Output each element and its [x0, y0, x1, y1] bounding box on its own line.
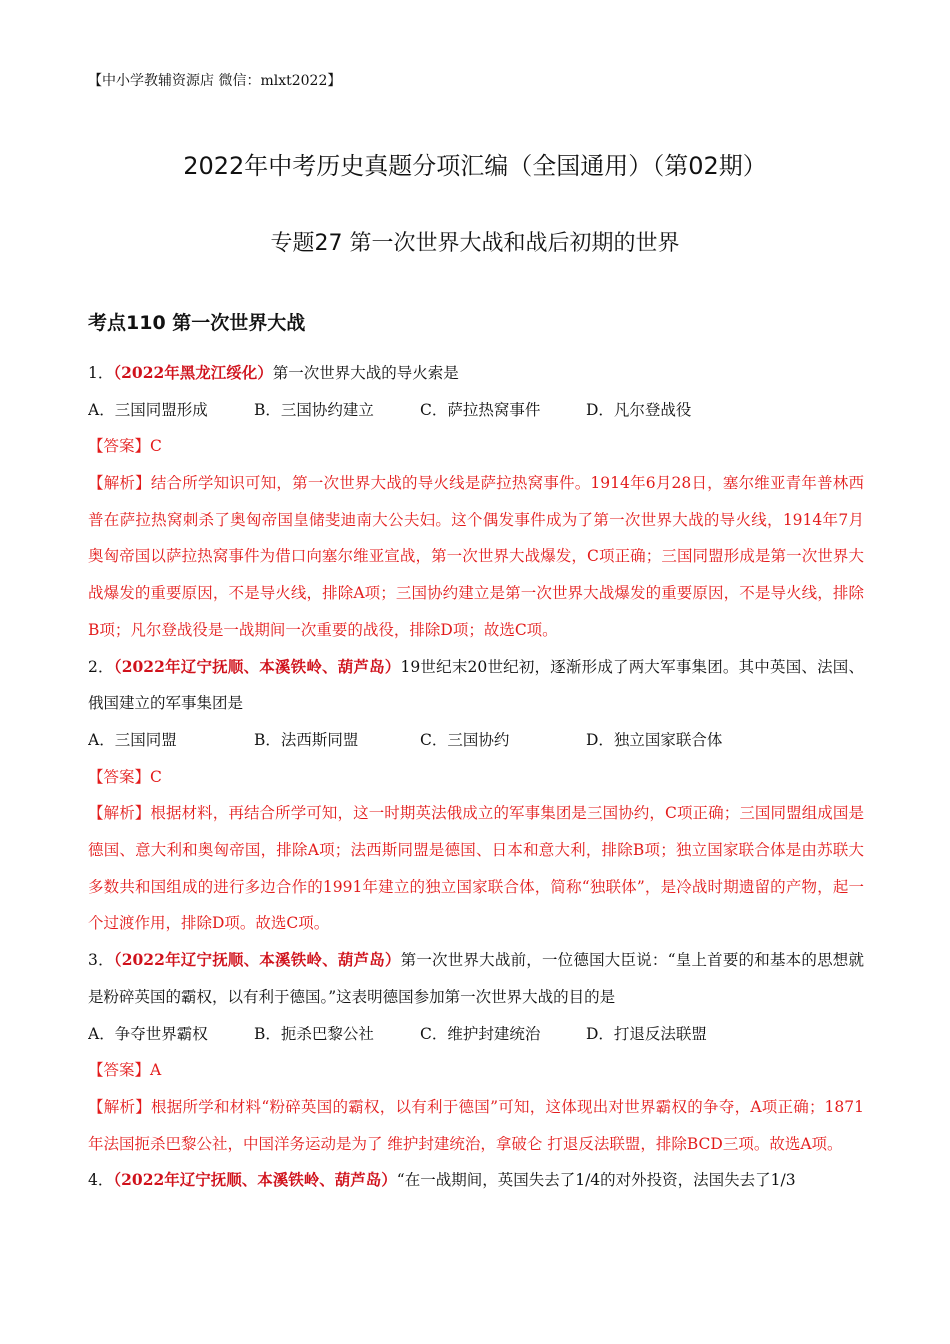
answer-value: A: [150, 1061, 162, 1080]
answer-value: C: [150, 767, 162, 786]
option-a: A．三国同盟: [88, 730, 177, 749]
option-d: D．独立国家联合体: [586, 730, 723, 749]
question-text: 19世纪末20世纪初，逐渐形成了两大军事集团。其中英国、法国、俄国建立的军事集团是: [88, 657, 864, 713]
option-c: C．维护封建统治: [420, 1024, 541, 1043]
question-text: 第一次世界大战的导火索是: [272, 364, 459, 382]
question-source: （2022年黑龙江绥化）: [113, 363, 273, 382]
question-text: 第一次世界大战前，一位德国大臣说：“皇上首要的和基本的思想就是粉碎英国的霸权，以有利于德国。”这表明德国参加第一次世界大战的目的是: [88, 951, 864, 1006]
question-1-stem: [88, 355, 864, 392]
question-source: （2022年辽宁抚顺、本溪铁岭、葫芦岛）: [113, 1170, 397, 1190]
option-c: C．萨拉热窝事件: [420, 400, 541, 419]
option-c: C．三国协约: [420, 730, 510, 749]
option-b: B．法西斯同盟: [254, 730, 359, 749]
section-title: 考点110 第一次世界大战: [88, 312, 306, 334]
analysis-label: 【解析】: [88, 804, 151, 823]
main-title: 2022年中考历史真题分项汇编（全国通用）（第02期）: [183, 152, 767, 180]
header-note: 【中小学教辅资源店 微信：mlxt2022】: [88, 73, 342, 89]
answer-label: 【答案】: [88, 767, 151, 786]
question-2-stem: [88, 649, 864, 722]
question-3-answer: [88, 1052, 864, 1089]
analysis-label: 【解析】: [88, 474, 151, 493]
question-number: 3．: [88, 951, 114, 970]
analysis-text: 根据材料，再结合所学可知，这一时期英法俄成立的军事集团是三国协约，C项正确；三国同盟组成国是德国、意大利和奥匈帝国，排除A项；法西斯同盟是德国、日本和意大利，排除B项；独立国家联合体是由苏联大多数共和国组成的进行多边合作的1991年建立的独立国家联合体，简称“独联体”，是冷战时期遗留的产物，起一个过渡作用，排除D项。故选C项。: [88, 804, 864, 933]
question-2-options: [88, 722, 864, 759]
question-3-options: [88, 1016, 864, 1053]
answer-value: C: [150, 437, 162, 456]
option-d: D．打退反法联盟: [586, 1024, 707, 1043]
option-a: A．争夺世界霸权: [88, 1024, 208, 1043]
option-b: B．扼杀巴黎公社: [254, 1024, 374, 1043]
answer-label: 【答案】: [88, 437, 151, 456]
analysis-text: 根据所学和材料“粉碎英国的霸权，以有利于德国”可知，这体现出对世界霸权的争夺，A项正确；1871年法国扼杀巴黎公社，中国洋务运动是为了 维护封建统治，拿破仑 打退反法联盟，排除BCD三项。故选A项。: [88, 1097, 864, 1153]
analysis-label: 【解析】: [88, 1097, 152, 1116]
answer-label: 【答案】: [88, 1061, 151, 1080]
question-number: 2．: [88, 657, 114, 676]
question-number: 4．: [88, 1171, 114, 1190]
question-source: （2022年辽宁抚顺、本溪铁岭、葫芦岛）: [113, 950, 401, 970]
question-list: [88, 355, 864, 1199]
question-1-analysis: [88, 465, 864, 649]
option-a: A．三国同盟形成: [88, 400, 208, 419]
question-3-stem: [88, 942, 864, 1015]
question-text: “在一战期间，英国失去了1/4的对外投资，法国失去了1/3: [396, 1171, 796, 1190]
sub-title: 专题27 第一次世界大战和战后初期的世界: [270, 231, 680, 256]
question-3-analysis: [88, 1089, 864, 1162]
analysis-text: 结合所学知识可知，第一次世界大战的导火线是萨拉热窝事件。1914年6月28日，塞尔维亚青年普林西普在萨拉热窝刺杀了奥匈帝国皇储斐迪南大公夫妇。这个偶发事件成为了第一次世界大战的导火线，1914年7月奥匈帝国以萨拉热窝事件为借口向塞尔维亚宣战，第一次世界大战爆发，C项正确；三国同盟形成是第一次世界大战爆发的重要原因，不是导火线，排除A项；三国协约建立是第一次世界大战爆发的重要原因，不是导火线，排除B项；凡尔登战役是一战期间一次重要的战役，排除D项；故选C项。: [88, 474, 864, 639]
question-2-analysis: [88, 795, 864, 942]
question-1-options: [88, 392, 864, 429]
option-b: B．三国协约建立: [254, 400, 374, 419]
question-number: 1．: [88, 364, 114, 382]
question-1-answer: [88, 428, 864, 465]
option-d: D．凡尔登战役: [586, 400, 692, 419]
question-4-stem: [88, 1162, 864, 1199]
question-2-answer: [88, 759, 864, 796]
question-source: （2022年辽宁抚顺、本溪铁岭、葫芦岛）: [113, 656, 401, 676]
